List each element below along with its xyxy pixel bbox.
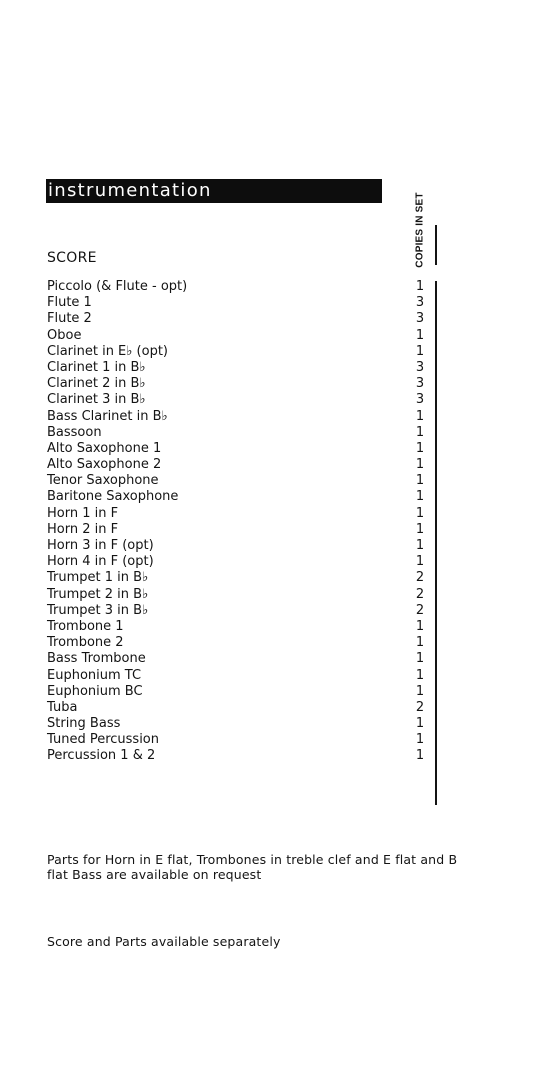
instrument-row xyxy=(47,635,437,651)
copies-column-divider-top xyxy=(435,225,437,265)
copies-count: 1 xyxy=(415,635,425,651)
instrument-name: Clarinet 1 in B♭ xyxy=(47,359,146,375)
instrument-row xyxy=(47,457,437,473)
instrument-row xyxy=(47,570,437,586)
instrument-name: Alto Saxophone 1 xyxy=(47,440,162,456)
instrument-name: Tuba xyxy=(47,699,78,715)
instrument-name: Tenor Saxophone xyxy=(47,473,159,489)
copies-count: 1 xyxy=(415,327,425,343)
copies-count: 1 xyxy=(415,651,425,667)
copies-count: 1 xyxy=(415,457,425,473)
instrument-name: Horn 1 in F xyxy=(47,505,119,521)
instrument-name: Flute 2 xyxy=(47,311,92,327)
instrument-name: Trombone 1 xyxy=(47,618,124,634)
copies-count: 2 xyxy=(415,586,425,602)
instrument-row xyxy=(47,311,437,327)
instrument-name: Flute 1 xyxy=(47,295,92,311)
instrument-row xyxy=(47,489,437,505)
separate-availability-note: Score and Parts available separately xyxy=(47,934,281,949)
instrument-name: Trumpet 2 in B♭ xyxy=(47,586,149,602)
instrument-row xyxy=(47,279,437,295)
instrument-name: Bass Trombone xyxy=(47,651,146,667)
copies-count: 3 xyxy=(415,359,425,375)
instrument-name: String Bass xyxy=(47,716,121,732)
copies-count: 1 xyxy=(415,408,425,424)
copies-count: 1 xyxy=(415,618,425,634)
instrument-name: Trumpet 3 in B♭ xyxy=(47,602,149,618)
copies-count: 1 xyxy=(415,716,425,732)
instrument-row xyxy=(47,716,437,732)
instrument-row xyxy=(47,328,437,344)
instrument-name: Euphonium BC xyxy=(47,683,143,699)
instrument-name: Clarinet 2 in B♭ xyxy=(47,376,146,392)
copies-count: 1 xyxy=(415,440,425,456)
instrument-name: Bass Clarinet in B♭ xyxy=(47,408,168,424)
instrument-row xyxy=(47,522,437,538)
instrument-row xyxy=(47,554,437,570)
instrument-name: Baritone Saxophone xyxy=(47,489,179,505)
instrument-name: Clarinet in E♭ (opt) xyxy=(47,343,168,359)
copies-count: 1 xyxy=(415,667,425,683)
instrument-row xyxy=(47,732,437,748)
instrument-name: Alto Saxophone 2 xyxy=(47,457,162,473)
copies-count: 2 xyxy=(415,699,425,715)
instrument-name: Trumpet 1 in B♭ xyxy=(47,570,149,586)
instrument-name: Oboe xyxy=(47,327,82,343)
instrument-row xyxy=(47,295,437,311)
instrument-row xyxy=(47,603,437,619)
copies-count: 3 xyxy=(415,376,425,392)
copies-count: 2 xyxy=(415,602,425,618)
instrument-row xyxy=(47,441,437,457)
copies-count: 1 xyxy=(415,489,425,505)
instrument-name: Horn 3 in F (opt) xyxy=(47,538,154,553)
instrument-name: Horn 2 in F xyxy=(47,521,119,537)
copies-count: 1 xyxy=(415,343,425,359)
instrument-name: Trombone 2 xyxy=(47,635,124,651)
instrument-row xyxy=(47,684,437,700)
instrument-row xyxy=(47,473,437,489)
copies-in-set-header: COPIES IN SET xyxy=(414,192,426,268)
instrument-name: Piccolo (& Flute - opt) xyxy=(47,279,188,294)
instrument-row xyxy=(47,376,437,392)
score-label: SCORE xyxy=(47,250,97,266)
copies-count: 1 xyxy=(415,505,425,521)
instrument-row xyxy=(47,392,437,408)
instrument-row xyxy=(47,748,437,764)
instrument-name: Bassoon xyxy=(47,424,102,440)
copies-count: 1 xyxy=(415,732,425,748)
instrument-row xyxy=(47,619,437,635)
copies-count: 1 xyxy=(415,538,425,553)
copies-count: 3 xyxy=(415,295,425,311)
copies-count: 1 xyxy=(415,473,425,489)
instrument-list xyxy=(47,279,437,765)
instrument-row xyxy=(47,344,437,360)
copies-count: 3 xyxy=(415,311,425,327)
copies-count: 3 xyxy=(415,392,425,408)
instrument-name: Euphonium TC xyxy=(47,667,142,683)
instrument-row xyxy=(47,587,437,603)
instrument-row xyxy=(47,360,437,376)
instrument-row xyxy=(47,700,437,716)
copies-count: 1 xyxy=(415,748,425,764)
copies-count: 1 xyxy=(415,521,425,537)
instrument-row xyxy=(47,506,437,522)
instrument-row xyxy=(47,409,437,425)
instrument-name: Percussion 1 & 2 xyxy=(47,748,156,764)
instrument-row xyxy=(47,651,437,667)
copies-count: 1 xyxy=(415,683,425,699)
alternate-parts-note: Parts for Horn in E flat, Trombones in treble clef and E flat and B flat Bass are available on request xyxy=(47,852,458,882)
instrument-name: Tuned Percussion xyxy=(47,732,159,748)
copies-count: 1 xyxy=(415,554,425,570)
copies-count: 2 xyxy=(415,570,425,586)
instrument-row xyxy=(47,425,437,441)
instrument-name: Clarinet 3 in B♭ xyxy=(47,392,146,408)
instrumentation-heading: instrumentation xyxy=(46,179,382,203)
copies-count: 1 xyxy=(415,279,425,294)
instrument-name: Horn 4 in F (opt) xyxy=(47,554,154,570)
instrument-row xyxy=(47,668,437,684)
copies-count: 1 xyxy=(415,424,425,440)
instrument-row xyxy=(47,538,437,554)
